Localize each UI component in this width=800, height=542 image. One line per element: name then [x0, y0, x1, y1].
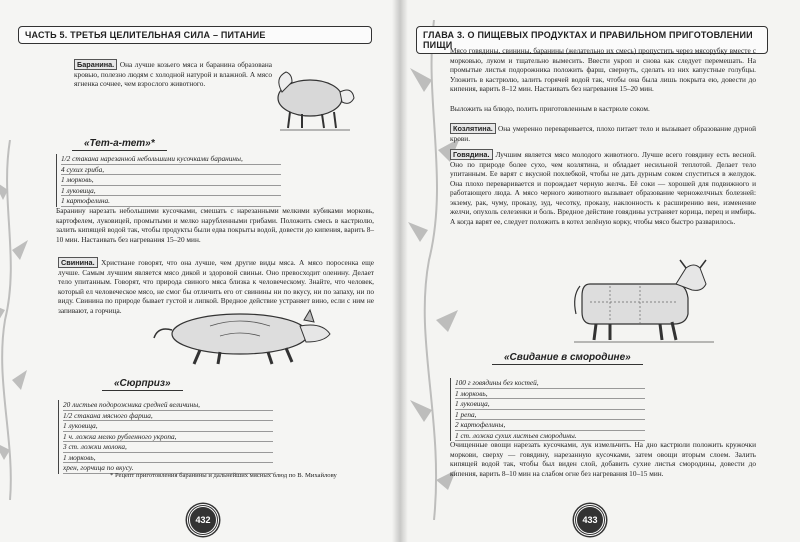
- goat-text: Она умеренно переваривается, плохо питает тело и вызывает образование дурной крови.: [450, 124, 756, 143]
- continuation-paragraph: Мясо говядины, свинины, баранины (желательно их смесь) пропустить через мясорубку вместе с морковью, луком и тщательно вымесить. Ввести укроп и снова как следует перемешать. На промытые листья подорожника положить фарш, свернуть, сделать из них капустные голубцы. Уложить в кастрюлю, залить горячей водой так, чтобы она была лишь покрыта ею, довести до кипения, варить 8–12 мин. Настаивать без нагревания 15–20 мин.: [450, 46, 756, 93]
- beef-paragraph: [450, 150, 756, 226]
- beef-text: Лучшим является мясо молодого животного. Лучше всего говядину есть весной. Оно по природе более сухо, чем козлятина, и обладает несильной теплотой. Делает тело упитанным. Ее варят с вкусной похлебкой, чтобы не дать дурным соком спуститься в желудок. Она плохо переваривается и порождает черную желчь. Её соки — хорошей для подвижного и работающего люда. А мясо черного животного вызывает образование черножелчных болезней: экзему, рак, чуму, проказу, зуд, чесотку, проказу, наклонность к расширению вен, изменение желчи, опухоль селезенки и боль. Вредное действие говядины устраняет корица, перец и имбирь. А когда варят ее, следует положить в котел зелёную корку, чтобы мясо быстро разварилось.: [450, 150, 756, 226]
- goat-paragraph: [450, 124, 756, 143]
- footnote: * Рецепт приготовления баранины и дальнейших мясных блюд по В. Михайлову: [110, 472, 337, 479]
- ingredient-item: хрен, горчица по вкусу.: [63, 463, 273, 474]
- ingredient-item: 1 репа,: [455, 410, 645, 421]
- right-page: [400, 0, 800, 542]
- ingredient-item: 1 морковь,: [455, 389, 645, 400]
- page-number-left: 432: [187, 504, 219, 536]
- ingredient-item: 20 листьев подорожника средней величины,: [63, 400, 273, 411]
- right-page-header: ГЛАВА 3. О ПИЩЕВЫХ ПРОДУКТАХ И ПРАВИЛЬНОМ ПРИГОТОВЛЕНИИ ПИЩИ: [416, 26, 768, 54]
- ingredient-item: 1 морковь,: [61, 175, 281, 186]
- ingredient-item: 1 ч. ложка мелко рубленного укропа,: [63, 432, 273, 443]
- ingredient-item: 1 луковица,: [63, 421, 273, 432]
- continuation-paragraph-2: Выложить на блюдо, полить приготовленным в кастрюле соком.: [450, 104, 650, 113]
- recipe-currant-date-steps: Очищенные овощи нарезать кусочками, лук измельчить. На дно кастрюли положить кружочки моркови, сверху — говядину, нарезанную кусочками, затем овощи вторым слоем. Залить кипящей водой так, чтобы был виден слой, добавить сухие листья смородины, довести до кипения, варить 8–10 мин на слабом огне без нагревания 10–15 мин.: [450, 440, 756, 478]
- left-page-header: ЧАСТЬ 5. ТРЕТЬЯ ЦЕЛИТЕЛЬНАЯ СИЛА – ПИТАНИЕ: [18, 26, 372, 44]
- ingredient-item: 1 луковица,: [61, 186, 281, 197]
- recipe-surprise-ingredients: [58, 400, 273, 474]
- lamb-text: Она лучше козьего мяса и баранина образована кровью, полезно людям с холодной натурой и влажной. А мясо ягненка сочнее, чем взрослого животного.: [74, 60, 272, 88]
- recipe-currant-date-ingredients: [450, 378, 645, 441]
- recipe-currant-date-title: «Свидание в смородине»: [492, 352, 643, 365]
- ingredient-item: 2 картофелины,: [455, 420, 645, 431]
- recipe-surprise-title: «Сюрприз»: [102, 378, 183, 391]
- ingredient-item: 1 луковица,: [455, 399, 645, 410]
- ingredient-item: 100 г говядины без костей,: [455, 378, 645, 389]
- goat-term: Козлятина.: [450, 123, 496, 134]
- book-gutter: [392, 0, 408, 542]
- pig-illustration: [150, 304, 340, 368]
- beef-term: Говядина.: [450, 149, 493, 160]
- recipe-tet-a-tet-steps: Баранину нарезать небольшими кусочками, смешать с нарезанными мелкими кубиками морковь, картофелем, луковицей, промытыми и мелко нарубленными грибами. Положить смесь в кастрюлю, залить кипящей водой так, чтобы продукты были едва покрыты водой, довести до кипения, варить 8–10 мин. Настаивать без нагревания 15–20 мин.: [56, 206, 374, 244]
- recipe-tet-a-tet-ingredients: [56, 154, 281, 207]
- ingredient-item: 3 ст. ложки молока,: [63, 442, 273, 453]
- ingredient-item: 1 картофелина.: [61, 196, 281, 207]
- pork-text: Христиане говорят, что она лучше, чем другие виды мяса. А мясо поросенка еще лучше. Самым лучшим является мясо дикой и здоровой свиньи. Оно превосходит оленину. Делает тело упитанным. Говорят, что природа свиного мяса близка к человеческому. Знайте, что человек, который ел человеческое мясо, не смог бы отличить его от свинины ни по вкусу, ни по запаху, ни по виду. Свинина по природе бывает густой и липкой. Вредное действие устраняет вино, если с ним не запивают, а горчица.: [58, 258, 374, 315]
- lamb-paragraph: [74, 60, 272, 89]
- page-number-right: 433: [574, 504, 606, 536]
- leaf-ornament-icon: [0, 140, 30, 500]
- pork-term: Свинина.: [58, 257, 98, 268]
- ingredient-item: 4 сухих гриба,: [61, 165, 281, 176]
- cow-illustration: [570, 256, 720, 346]
- ingredient-item: 1 морковь,: [63, 453, 273, 464]
- ingredient-item: 1/2 стакана мясного фарша,: [63, 411, 273, 422]
- lamb-term: Баранина.: [74, 59, 117, 70]
- recipe-tet-a-tet-title: «Тет-а-тет»*: [72, 138, 167, 151]
- ingredient-item: 1 ст. ложка сухих листьев смородины.: [455, 431, 645, 442]
- sheep-illustration: [270, 62, 362, 134]
- ingredient-item: 1/2 стакана нарезанной небольшими кусочками баранины,: [61, 154, 281, 165]
